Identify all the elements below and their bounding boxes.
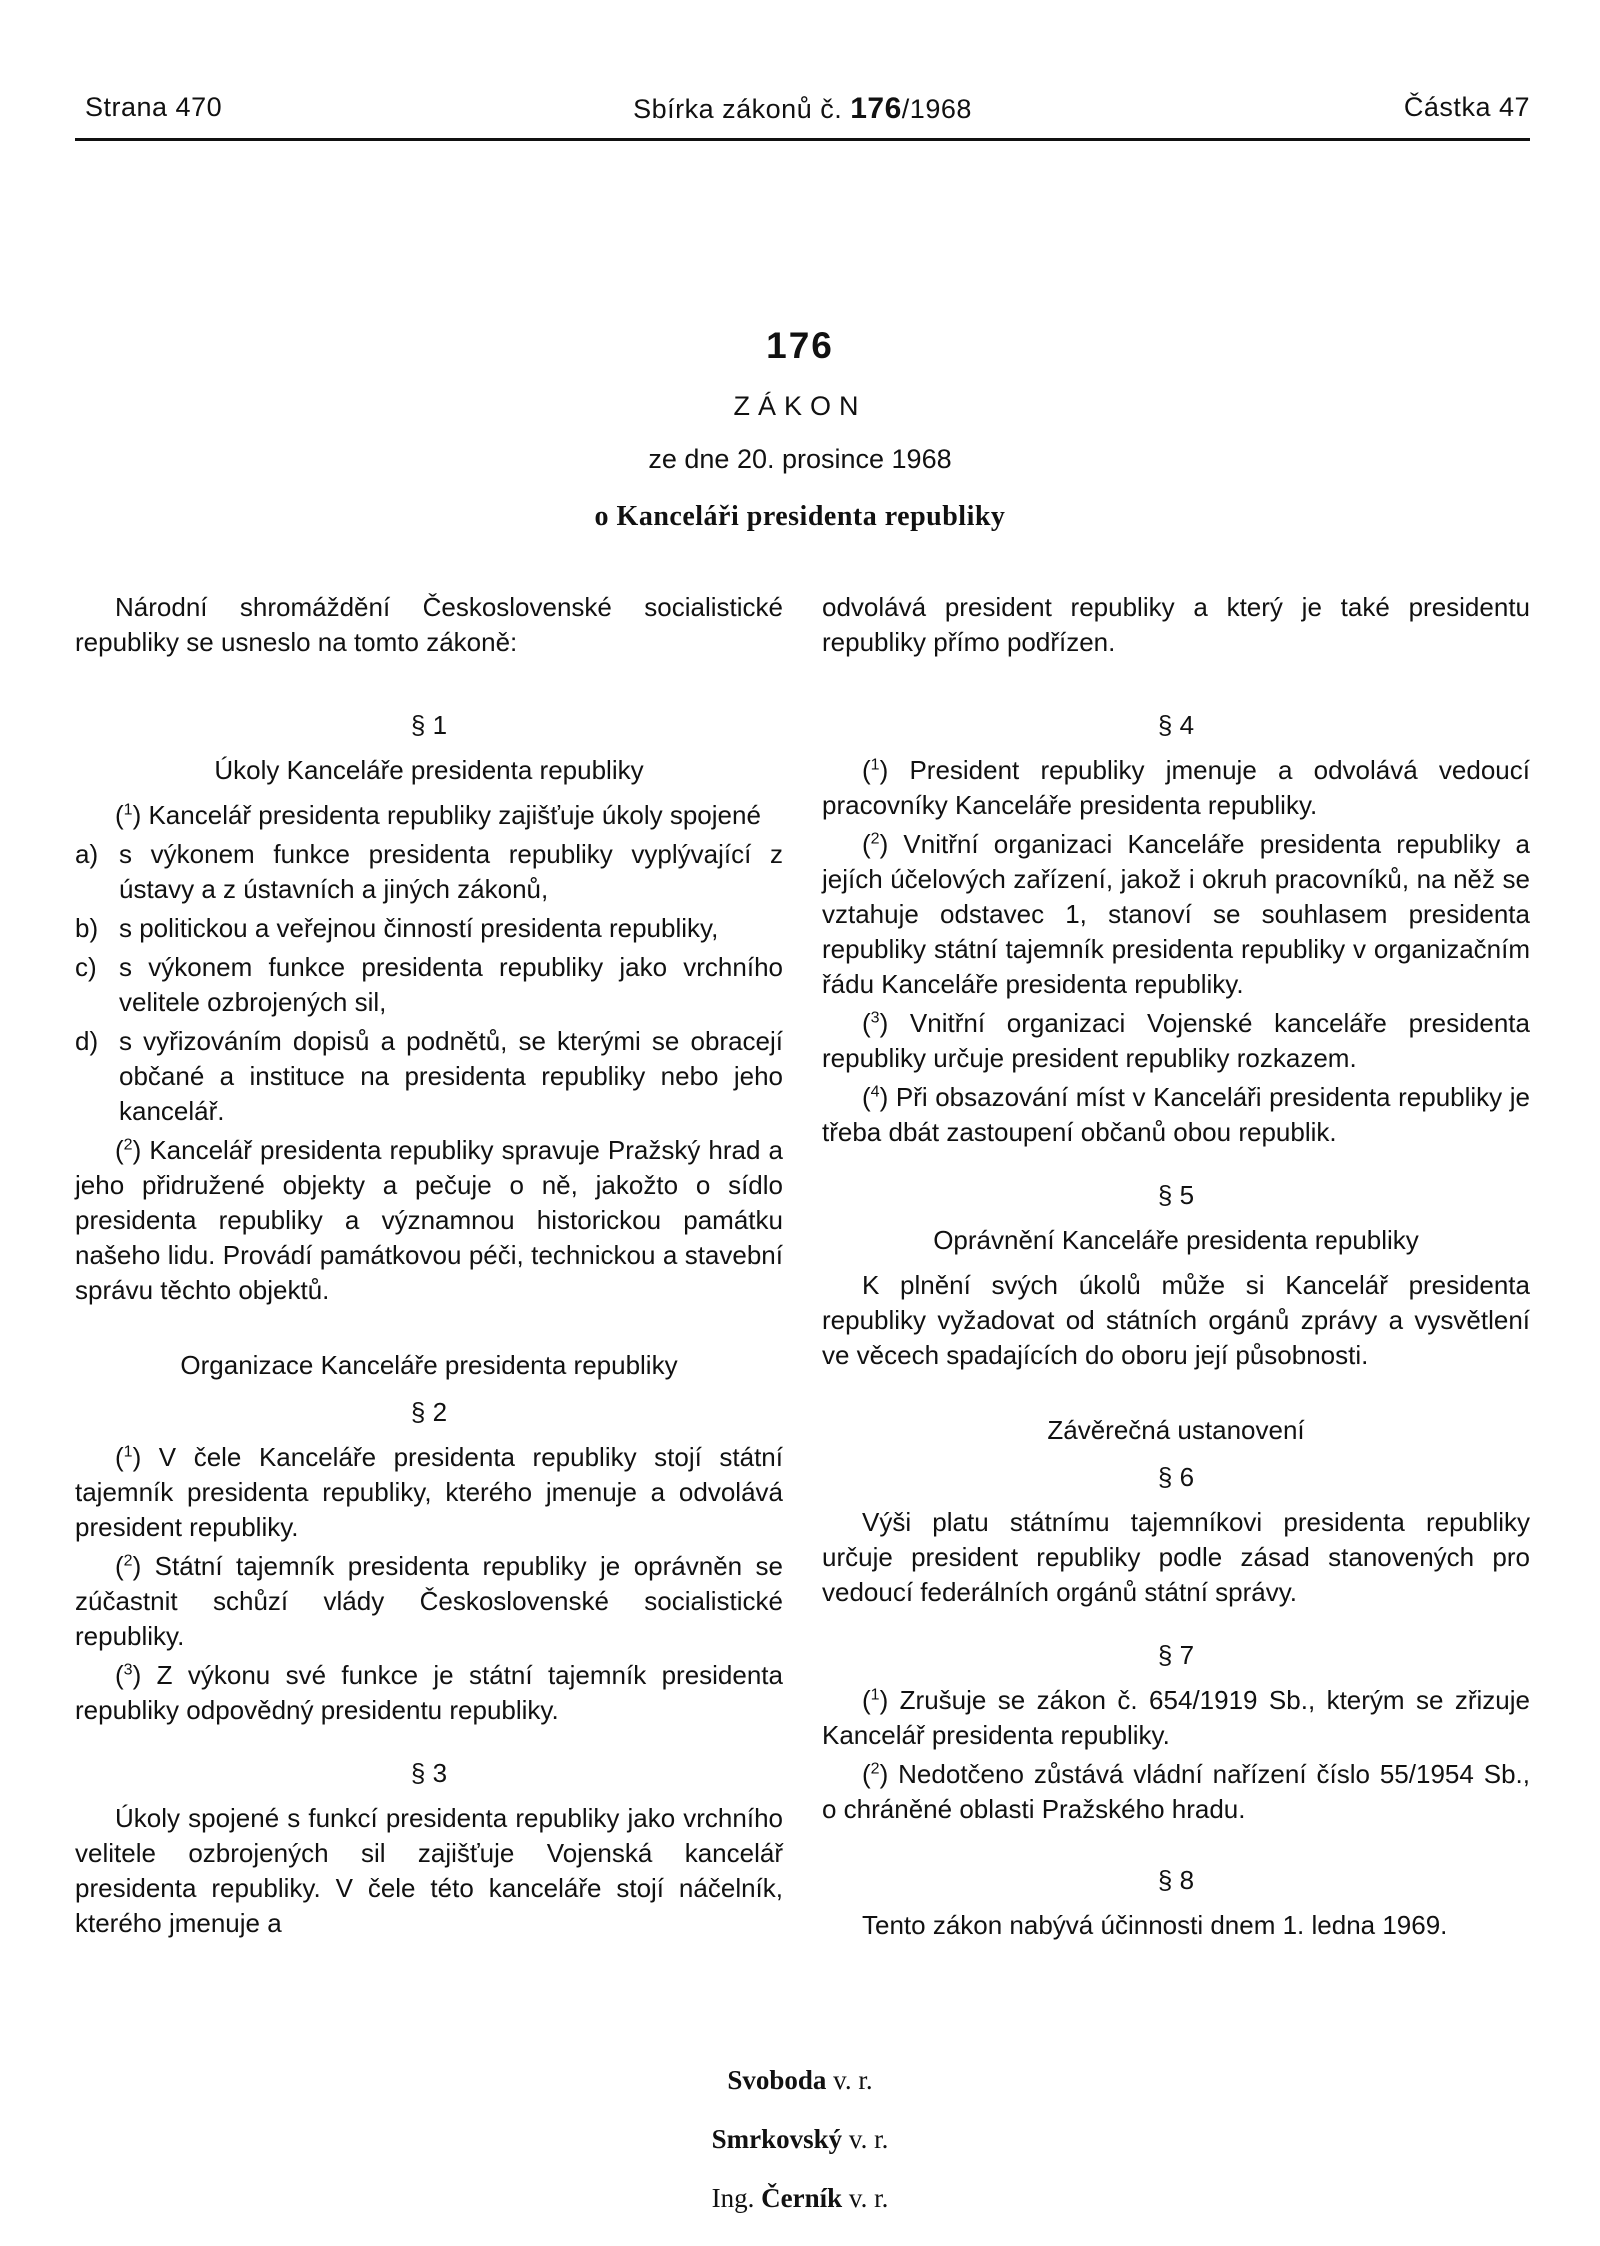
- signature-smrkovsky: Smrkovský v. r.: [711, 2124, 889, 2154]
- section-6-mark: § 6: [1157, 1462, 1195, 1492]
- law-number: 176: [766, 325, 834, 366]
- section-6-text: Výši platu státnímu tajemníkovi presidenta republiky určuje president republiky podle zásad stanovených pro vedoucí federálních orgánů státní správy.: [822, 1507, 1530, 1607]
- part-heading-organization: Organizace Kanceláře presidenta republiky: [180, 1350, 678, 1380]
- section-1-item-d: d) s vyřizováním dopisů a podnětů, se kterými se obracejí občané a instituce na presidenta republiky nebo jeho kancelář.: [75, 1026, 783, 1126]
- title-block: [0, 325, 1600, 533]
- section-1-item-b: b) s politickou a veřejnou činností presidenta republiky,: [75, 913, 719, 943]
- part-number: Částka 47: [1403, 92, 1530, 122]
- section-1-heading: Úkoly Kanceláře presidenta republiky: [214, 755, 644, 785]
- section-2-para-2: ($^2$) Státní tajemník presidenta republiky je oprávněn se zúčastnit schůzí vlády Československé socialistické republiky.: [75, 1551, 783, 1651]
- section-7-para-1: ($^1$) Zrušuje se zákon č. 654/1919 Sb., kterým se zřizuje Kancelář presidenta republiky.: [822, 1685, 1530, 1750]
- section-8-mark: § 8: [1157, 1865, 1195, 1895]
- page-header: [75, 88, 1530, 141]
- section-1-item-a: a) s výkonem funkce presidenta republiky vyplývající z ústavy a z ústavních a jiných zákonů,: [75, 839, 783, 904]
- collection-reference: Sbírka zákonů č. 176/1968: [633, 92, 972, 125]
- section-1-item-c: c) s výkonem funkce presidenta republiky jako vrchního velitele ozbrojených sil,: [75, 952, 783, 1017]
- law-date: ze dne 20. prosince 1968: [648, 444, 952, 474]
- section-3-text: Úkoly spojené s funkcí presidenta republiky jako vrchního velitele ozbrojených sil zajišťuje Vojenská kancelář presidenta republiky. V čele této kanceláře stojí náčelník, kterého jmenuje a: [75, 1803, 783, 1938]
- section-4-para-1: ($^1$) President republiky jmenuje a odvolává vedoucí pracovníky Kanceláře presidenta republiky.: [822, 755, 1530, 820]
- section-5-heading: Oprávnění Kanceláře presidenta republiky: [933, 1225, 1419, 1255]
- section-4-para-3: ($^3$) Vnitřní organizaci Vojenské kanceláře presidenta republiky určuje president republiky rozkazem.: [822, 1008, 1530, 1073]
- section-7-para-2: ($^2$) Nedotčeno zůstává vládní nařízení číslo 55/1954 Sb., o chráněné oblasti Pražského hradu.: [822, 1759, 1530, 1824]
- section-3-continuation: odvolává president republiky a který je také presidentu republiky přímo podřízen.: [822, 592, 1530, 657]
- section-1-para-1: ($^1$) Kancelář presidenta republiky zajišťuje úkoly spojené: [115, 800, 761, 830]
- signature-cernik: Ing. Černík v. r.: [711, 2183, 889, 2213]
- section-3-mark: § 3: [410, 1758, 448, 1788]
- signature-svoboda: Svoboda v. r.: [727, 2065, 873, 2095]
- law-type: ZÁKON: [733, 391, 867, 421]
- section-5-text: K plnění svých úkolů může si Kancelář presidenta republiky vyžadovat od státních orgánů zprávy a vysvětlení ve věcech spadajících do oboru její působnosti.: [822, 1270, 1530, 1370]
- section-2-mark: § 2: [410, 1397, 448, 1427]
- signatures: [0, 2065, 1600, 2242]
- section-7-mark: § 7: [1157, 1640, 1195, 1670]
- section-4-para-4: ($^4$) Při obsazování míst v Kanceláři presidenta republiky je třeba dbát zastoupení občanů obou republik.: [822, 1082, 1530, 1147]
- section-4-para-2: ($^2$) Vnitřní organizaci Kanceláře presidenta republiky a jejích účelových zařízení, jakož i okruh pracovníků, na něž se vztahuje odstavec 1, stanoví se souhlasem presidenta republiky státní tajemník presidenta republiky v organizačním řádu Kanceláře presidenta republiky.: [822, 829, 1530, 999]
- section-2-para-3: ($^3$) Z výkonu své funkce je státní tajemník presidenta republiky odpovědný presidentu republiky.: [75, 1660, 783, 1725]
- page-number: Strana 470: [85, 92, 223, 122]
- preamble: Národní shromáždění Československé socialistické republiky se usneslo na tomto zákoně:: [75, 592, 783, 657]
- law-subject: o Kanceláři presidenta republiky: [594, 501, 1006, 532]
- section-4-mark: § 4: [1157, 710, 1195, 740]
- section-1-mark: § 1: [410, 710, 448, 740]
- section-2-para-1: ($^1$) V čele Kanceláře presidenta republiky stojí státní tajemník presidenta republiky, kterého jmenuje a odvolává president republiky.: [75, 1442, 783, 1542]
- left-column: [75, 590, 783, 1945]
- law-number-bold: 176: [850, 92, 902, 125]
- section-1-para-2: ($^2$) Kancelář presidenta republiky spravuje Pražský hrad a jeho přidružené objekty a pečuje o ně, jakožto o sídlo presidenta republiky a významnou historickou památku našeho lidu. Provádí památkovou péči, technickou a stavební správu těchto objektů.: [75, 1135, 783, 1305]
- right-column: [822, 590, 1530, 1947]
- final-provisions-heading: Závěrečná ustanovení: [1047, 1415, 1305, 1445]
- section-8-text: Tento zákon nabývá účinnosti dnem 1. ledna 1969.: [862, 1910, 1448, 1940]
- section-5-mark: § 5: [1157, 1180, 1195, 1210]
